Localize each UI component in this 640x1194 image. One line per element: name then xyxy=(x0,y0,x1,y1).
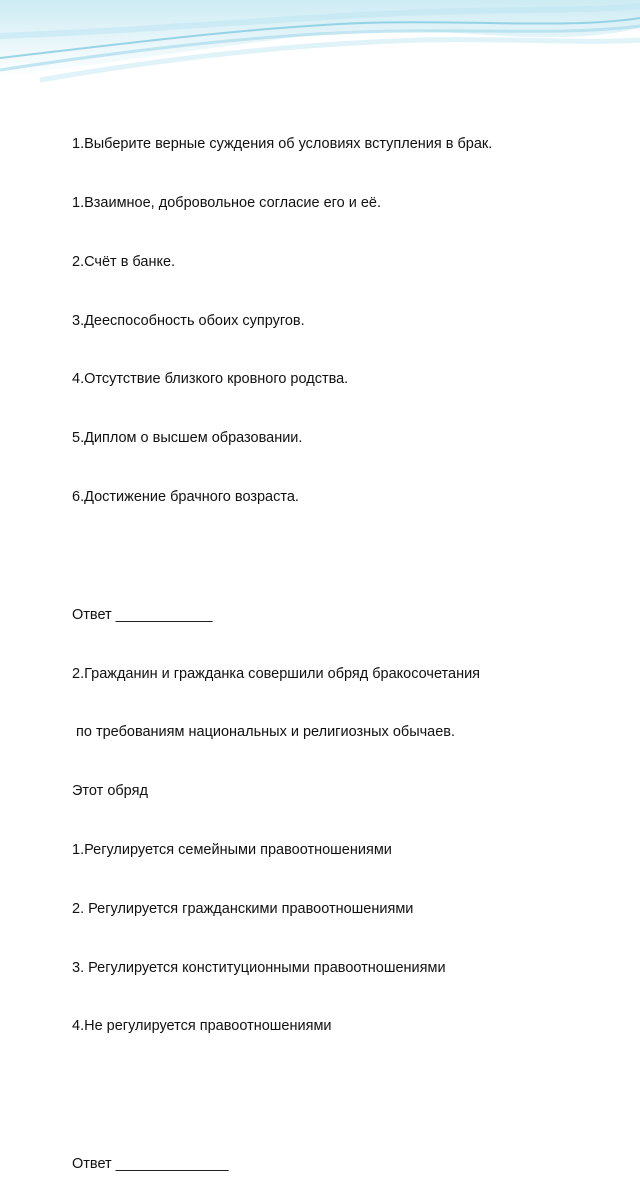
spacer xyxy=(72,1076,612,1116)
question1-option: 5.Диплом о высшем образовании. xyxy=(72,430,303,447)
question2-option: 1.Регулируется семейными правоотношениями xyxy=(72,841,392,858)
question1-option: 3.Дееспособность обоих супругов. xyxy=(72,312,305,329)
question1-title: 1.Выберите верные суждения об условиях вступления в брак. xyxy=(72,136,493,153)
question1-option: 2.Счёт в банке. xyxy=(72,253,176,270)
question2-title: 2.Гражданин и гражданка совершили обряд бракосочетания xyxy=(72,665,481,682)
question2-option: 2. Регулируется гражданскими правоотношениями xyxy=(72,900,414,917)
question2-option: 4.Не регулируется правоотношениями xyxy=(72,1018,332,1035)
question2-prompt: Этот обряд xyxy=(72,783,148,800)
question2-answer: Ответ ______________ xyxy=(72,1156,229,1173)
question1-answer: Ответ ____________ xyxy=(72,606,213,623)
question1-option: 1.Взаимное, добровольное согласие его и её. xyxy=(72,194,381,211)
spacer xyxy=(72,547,612,567)
question1-option: 6.Достижение брачного возраста. xyxy=(72,488,299,505)
question-text-block xyxy=(72,96,612,1194)
question1-option: 4.Отсутствие близкого кровного родства. xyxy=(72,371,349,388)
question2-option: 3. Регулируется конституционными правоотношениями xyxy=(72,959,446,976)
decorative-wave-banner xyxy=(0,0,640,90)
question2-title-continued: по требованиям национальных и религиозных обычаев. xyxy=(72,724,456,741)
